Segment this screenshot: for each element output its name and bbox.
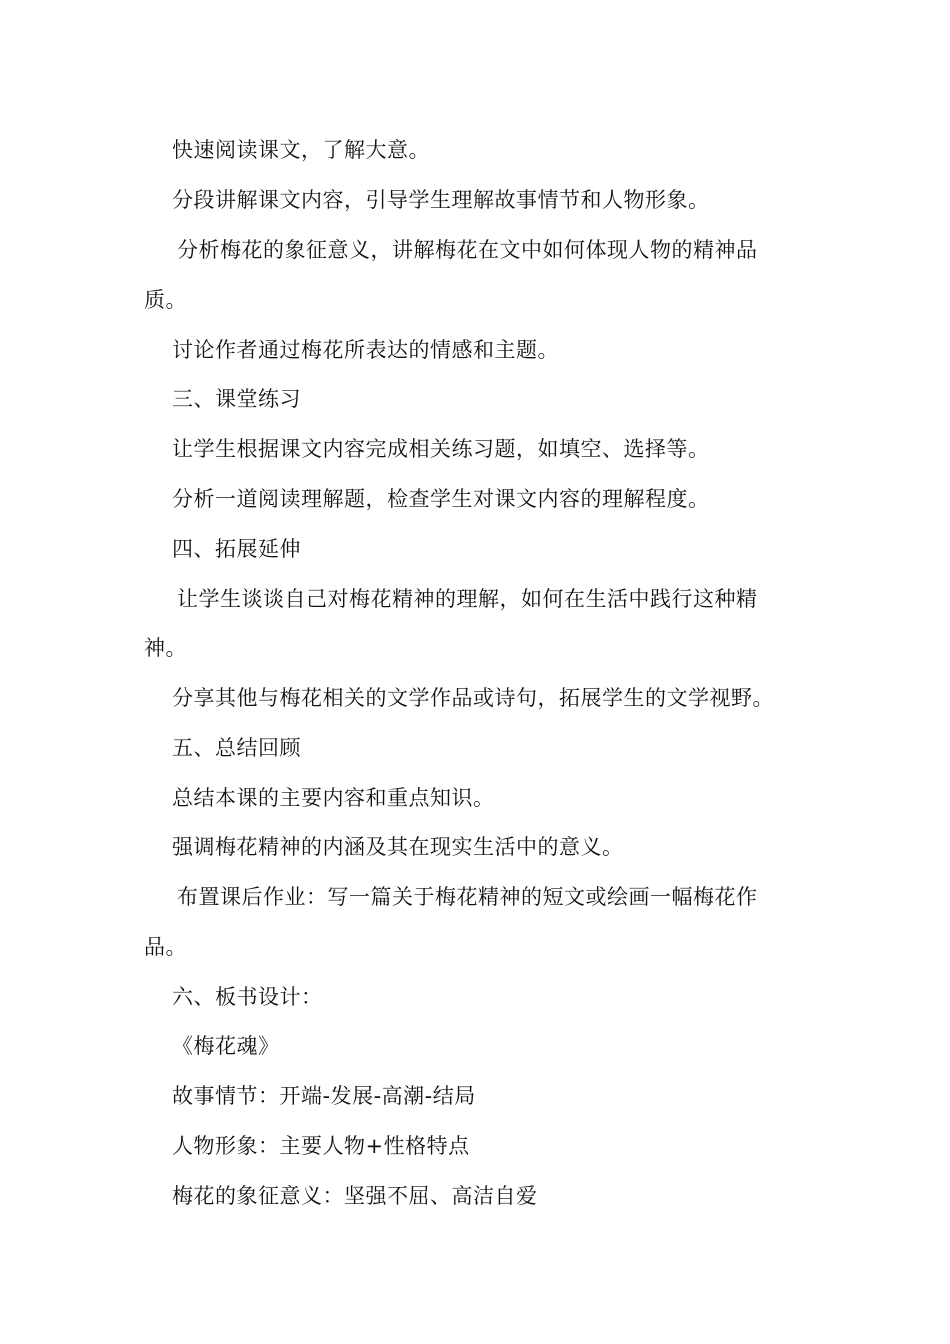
section-heading: 三、课堂练习 [172,387,301,411]
section-heading: 六、板书设计： [172,985,323,1009]
text-line: 让学生谈谈自己对梅花精神的理解，如何在生活中践行这种精 [177,587,758,611]
text-line: 强调梅花精神的内涵及其在现实生活中的意义。 [172,835,624,859]
text-line: 分析梅花的象征意义，讲解梅花在文中如何体现人物的精神品 [177,238,758,262]
text-line: 快速阅读课文，了解大意。 [172,138,430,162]
text-line: 质。 [144,288,187,312]
text-line: 分享其他与梅花相关的文学作品或诗句，拓展学生的文学视野。 [172,686,774,710]
text-line: 讨论作者通过梅花所表达的情感和主题。 [172,338,559,362]
text-line: 梅花的象征意义：坚强不屈、高洁自爱 [172,1184,538,1208]
text-line: 神。 [144,636,187,660]
text-line: 分段讲解课文内容，引导学生理解故事情节和人物形象。 [172,188,710,212]
text-line: 让学生根据课文内容完成相关练习题，如填空、选择等。 [172,437,710,461]
text-line: 布置课后作业：写一篇关于梅花精神的短文或绘画一幅梅花作 [177,885,758,909]
text-line: 分析一道阅读理解题，检查学生对课文内容的理解程度。 [172,487,710,511]
section-heading: 四、拓展延伸 [172,537,301,561]
text-line: 总结本课的主要内容和重点知识。 [172,786,495,810]
text-line: 品。 [144,935,187,959]
section-heading: 五、总结回顾 [172,736,301,760]
text-line: 故事情节：开端-发展-高潮-结局 [172,1084,476,1108]
text-line: 人物形象：主要人物+性格特点 [172,1134,470,1158]
board-title: 《梅花魂》 [172,1034,280,1058]
